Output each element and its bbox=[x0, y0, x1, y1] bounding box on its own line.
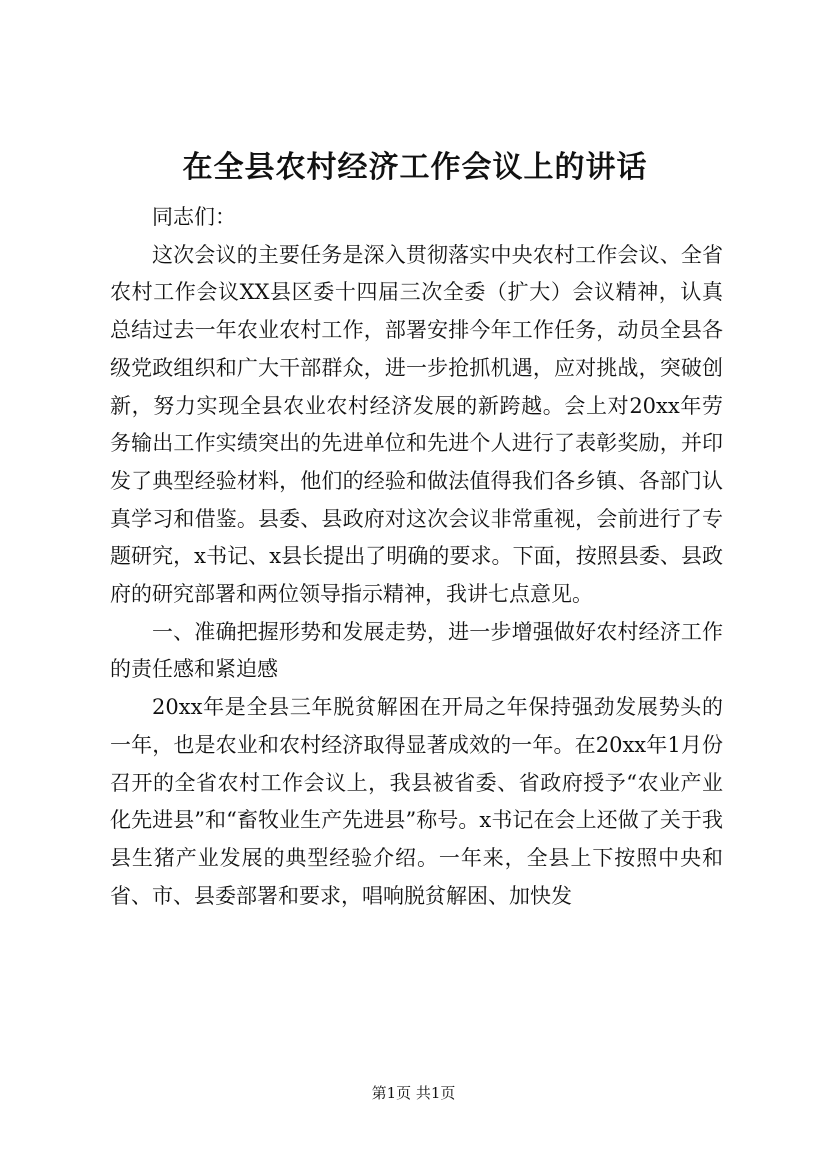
section-heading-1: 一、准确把握形势和发展走势，进一步增强做好农村经济工作的责任感和紧迫感 bbox=[110, 619, 723, 682]
paragraph-2: 20xx年是全县三年脱贫解困在开局之年保持强劲发展势头的一年，也是农业和农村经济取得显著成效的一年。在20xx年1月份召开的全省农村工作会议上，我县被省委、省政府授予“农业产业化先进县”和“畜牧业生产先进县”称号。x书记在会上还做了关于我县生猪产业发展的典型经验介绍。一年来，全县上下按照中央和省、市、县委部署和要求，唱响脱贫解困、加快发 bbox=[110, 695, 723, 908]
document-title: 在全县农村经济工作会议上的讲话 bbox=[182, 150, 648, 185]
document-body bbox=[110, 199, 723, 915]
page-footer: 第1页 共1页 bbox=[371, 1084, 456, 1102]
paragraph-1: 这次会议的主要任务是深入贯彻落实中央农村工作会议、全省农村工作会议XX县区委十四届三次全委（扩大）会议精神，认真总结过去一年农业农村工作，部署安排今年工作任务，动员全县各级党政组织和广大干部群众，进一步抢抓机遇，应对挑战，突破创新，努力实现全县农业农村经济发展的新跨越。会上对20xx年劳务输出工作实绩突出的先进单位和先进个人进行了表彰奖励，并印发了典型经验材料，他们的经验和做法值得我们各乡镇、各部门认真学习和借鉴。县委、县政府对这次会议非常重视，会前进行了专题研究，x书记、x县长提出了明确的要求。下面，按照县委、县政府的研究部署和两位领导指示精神，我讲七点意见。 bbox=[110, 242, 723, 607]
salutation: 同志们： bbox=[152, 205, 236, 229]
